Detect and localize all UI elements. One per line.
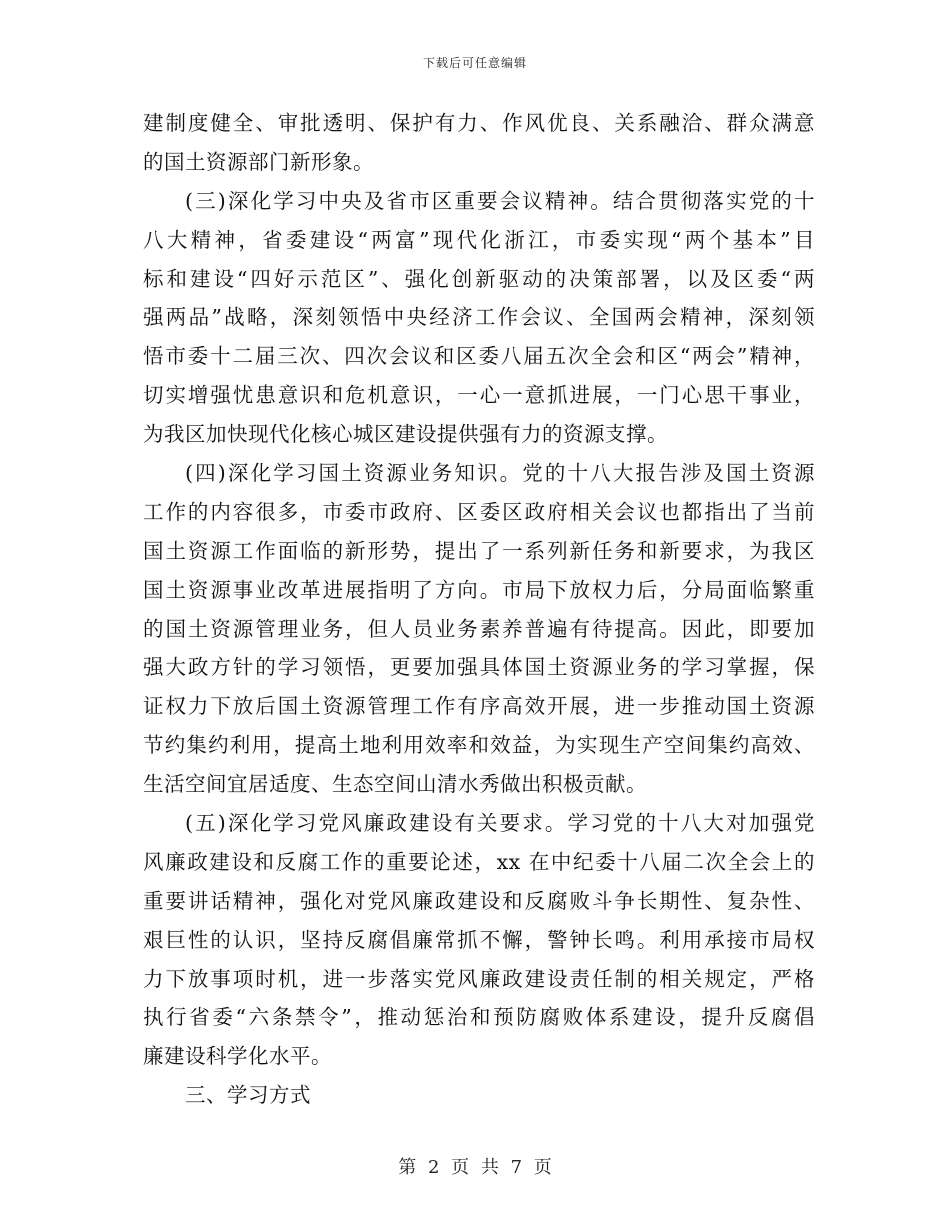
body-text-line: 八大精神，省委建设“两富”现代化浙江，市委实现“两个基本”目 [143,227,815,252]
body-text-line: (五)深化学习党风廉政建设有关要求。学习党的十八大对加强党 [185,811,815,836]
body-text-line: 为我区加快现代化核心城区建设提供强有力的资源支撑。 [143,422,668,447]
body-text-line: 强大政方针的学习领悟，更要加强具体国土资源业务的学习掌握，保 [143,655,815,680]
body-text-line: 悟市委十二届三次、四次会议和区委八届五次全会和区“两会”精神， [143,344,815,369]
body-text-line: 三、学习方式 [185,1083,311,1108]
body-text-line: 标和建设“四好示范区”、强化创新驱动的决策部署，以及区委“两 [143,266,815,291]
body-text-line: 节约集约利用，提高土地利用效率和效益，为实现生产空间集约高效、 [143,733,815,758]
body-text-line: 的国土资源管理业务，但人员业务素养普遍有待提高。因此，即要加 [143,616,815,641]
body-text-line: 证权力下放后国土资源管理工作有序高效开展，进一步推动国土资源 [143,694,815,719]
body-text-line: 风廉政建设和反腐工作的重要论述，xx 在中纪委十八届二次全会上的 [143,849,815,874]
body-text-line: 力下放事项时机，进一步落实党风廉政建设责任制的相关规定，严格 [143,966,815,991]
body-text-line: 的国土资源部门新形象。 [143,149,374,174]
body-text-line: 重要讲话精神，强化对党风廉政建设和反腐败斗争长期性、复杂性、 [143,888,815,913]
page-header-note: 下载后可任意编辑 [422,56,527,70]
body-text-line: (三)深化学习中央及省市区重要会议精神。结合贯彻落实党的十 [185,188,815,213]
body-text-line: (四)深化学习国土资源业务知识。党的十八大报告涉及国土资源 [185,461,815,486]
body-text-line: 廉建设科学化水平。 [143,1044,332,1069]
document-body [143,104,815,1115]
body-text-line: 生活空间宜居适度、生态空间山清水秀做出积极贡献。 [143,772,647,797]
body-text-line: 执行省委“六条禁令”，推动惩治和预防腐败体系建设，提升反腐倡 [143,1005,815,1030]
body-text-line: 国土资源事业改革进展指明了方向。市局下放权力后，分局面临繁重 [143,577,815,602]
body-text-line: 强两品”战略，深刻领悟中央经济工作会议、全国两会精神，深刻领 [143,305,815,330]
page-number-footer: 第 2 页 共 7 页 [398,1157,552,1178]
body-text-line: 建制度健全、审批透明、保护有力、作风优良、关系融洽、群众满意 [143,111,815,135]
body-text-line: 切实增强忧患意识和危机意识，一心一意抓进展，一门心思干事业， [143,383,815,408]
body-text-line: 艰巨性的认识，坚持反腐倡廉常抓不懈，警钟长鸣。利用承接市局权 [143,927,815,952]
body-text-line: 工作的内容很多，市委市政府、区委区政府相关会议也都指出了当前 [143,499,815,524]
body-text-line: 国土资源工作面临的新形势，提出了一系列新任务和新要求，为我区 [143,538,815,563]
